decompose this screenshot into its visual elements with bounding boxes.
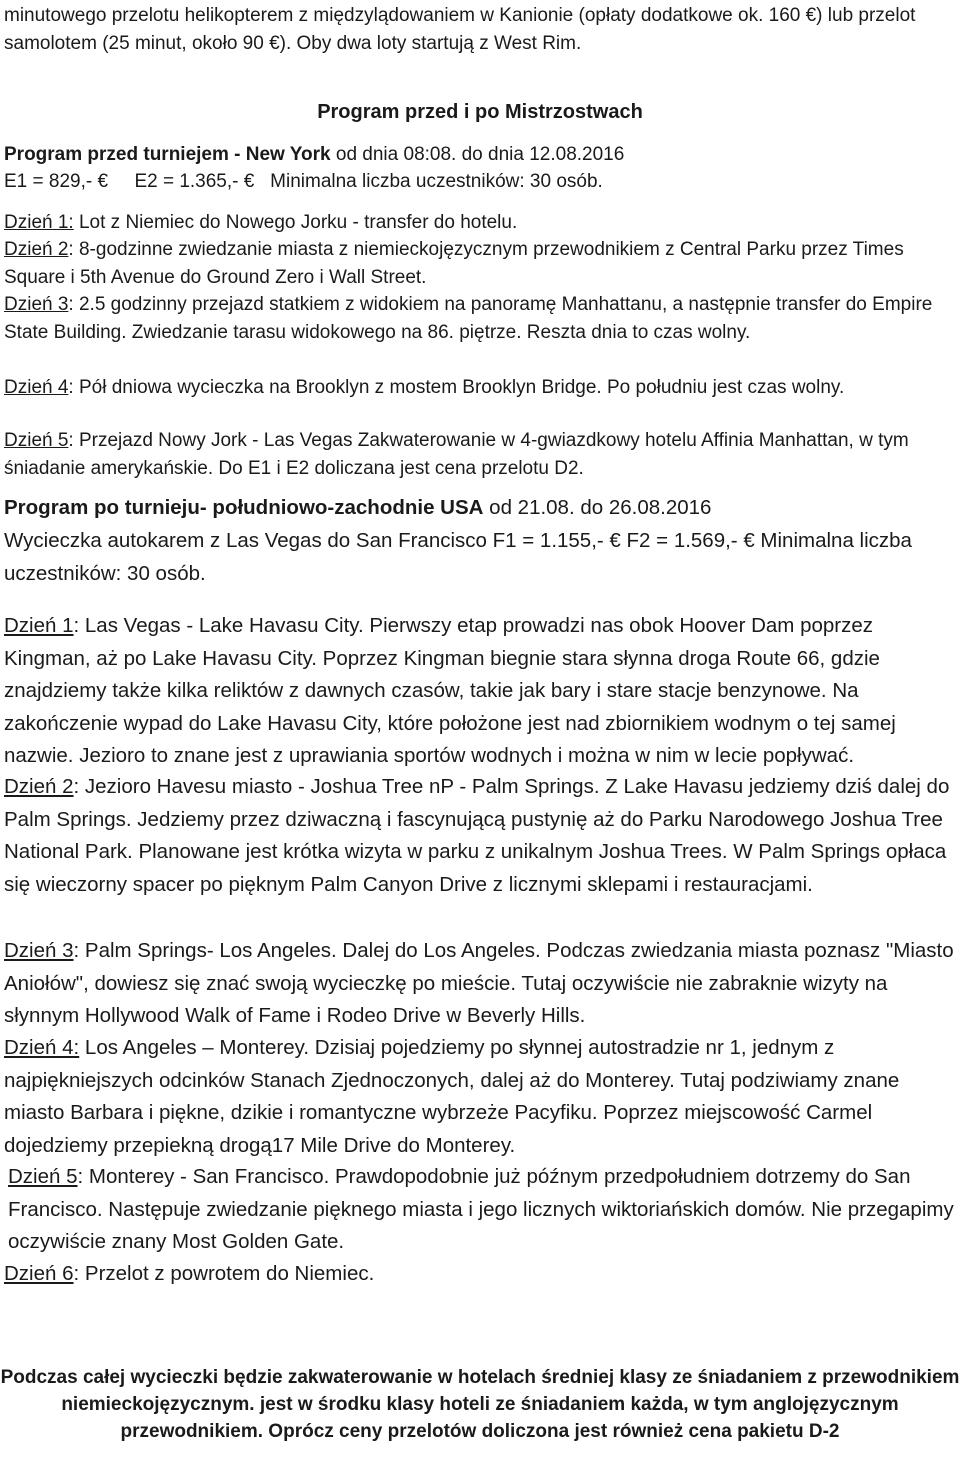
day-text: : 2.5 godzinny przejazd statkiem z widokiem na panoramę Manhattanu, a następnie transfer do Empire State Building. Zwiedzanie tarasu widokowego na 86. piętrze. Reszta dnia to czas wolny. <box>4 294 933 343</box>
post-day-2 <box>4 771 956 901</box>
day-label: Dzień 5 <box>8 1165 78 1188</box>
post-program-title <box>4 492 956 525</box>
pre-day-5 <box>4 427 956 483</box>
day-label: Dzień 3 <box>4 939 74 962</box>
day-label: Dzień 4: <box>4 1036 80 1059</box>
pre-program-title <box>4 141 956 169</box>
day-text: : Przejazd Nowy Jork - Las Vegas Zakwaterowanie w 4-gwiazdkowy hotelu Affinia Manhattan, w tym śniadanie amerykańskie. Do E1 i E2 doliczana jest cena przelotu D2. <box>4 430 909 479</box>
day-label: Dzień 1: <box>4 212 74 233</box>
post-day-4 <box>4 1032 956 1162</box>
day-text: Lot z Niemiec do Nowego Jorku - transfer do hotelu. <box>73 212 518 233</box>
pre-prices: E1 = 829,- € E2 = 1.365,- € Minimalna liczba uczestników: 30 osób. <box>4 171 603 192</box>
day-label: Dzień 2 <box>4 775 74 798</box>
pre-day-2 <box>4 236 956 292</box>
post-day-3 <box>4 935 956 1033</box>
day-label: Dzień 6 <box>4 1262 74 1285</box>
footer-note: Podczas całej wycieczki będzie zakwaterowanie w hotelach średniej klasy ze śniadaniem z przewodnikiem niemieckojęzycznym. jest w środku klasy hoteli ze śniadaniem każda, w tym anglojęzycznym przewodnikiem. Oprócz ceny przelotów doliczona jest również cena pakietu D-2 <box>0 1367 960 1442</box>
post-day-6 <box>4 1258 956 1291</box>
post-day-1 <box>4 610 956 773</box>
pre-day-3 <box>4 291 956 347</box>
day-text: : Pół dniowa wycieczka na Brooklyn z mostem Brooklyn Bridge. Po południu jest czas wolny. <box>68 377 845 398</box>
post-day-5 <box>4 1161 960 1259</box>
day-text: : Przelot z powrotem do Niemiec. <box>73 1262 375 1285</box>
post-title-dates: od 21.08. do 26.08.2016 <box>483 496 712 519</box>
post-prices: Wycieczka autokarem z Las Vegas do San Francisco F1 = 1.155,- € F2 = 1.569,- € Minimalna liczba uczestników: 30 osób. <box>4 529 912 585</box>
section-title: Program przed i po Mistrzostwach <box>317 101 643 123</box>
day-label: Dzień 5 <box>4 430 69 451</box>
day-text: : Palm Springs- Los Angeles. Dalej do Los Angeles. Podczas zwiedzania miasta poznasz "Miasto Aniołów", dowiesz się znać swoją wycieczkę po mieście. Tutaj oczywiście nie zabraknie wizyty na słynnym Hollywood Walk of Fame i Rodeo Drive w Beverly Hills. <box>4 939 954 1027</box>
day-text: : Monterey - San Francisco. Prawdopodobnie już późnym przedpołudniem dotrzemy do San Francisco. Następuje zwiedzanie pięknego miasta i jego licznych wiktoriańskich domów. Nie przegapimy oczywiście znany Most Golden Gate. <box>8 1165 954 1253</box>
intro-paragraph: minutowego przelotu helikopterem z międzylądowaniem w Kanionie (opłaty dodatkowe ok. 160 €) lub przelot samolotem (25 minut, około 90 €). Oby dwa loty startują z West Rim. <box>4 5 916 54</box>
pre-day-1 <box>4 209 956 237</box>
pre-title-dates: od dnia 08:08. do dnia 12.08.2016 <box>330 144 625 165</box>
pre-day-4 <box>4 374 956 402</box>
day-label: Dzień 4 <box>4 377 69 398</box>
day-label: Dzień 2 <box>4 239 69 260</box>
day-text: : Las Vegas - Lake Havasu City. Pierwszy etap prowadzi nas obok Hoover Dam poprzez Kingman, aż po Lake Havasu City. Poprzez Kingman biegnie stara słynna droga Route 66, gdzie znajdziemy także kilka reliktów z dawnych czasów, takie jak bary i stare stacje benzynowe. Na zakończenie wypad do Lake Havasu City, które położone jest nad zbiornikiem wodnym o tej samej nazwie. Jezioro to znane jest z uprawiania sportów wodnych i można w nim w lecie popływać. <box>4 614 896 767</box>
day-text: : Jezioro Havesu miasto - Joshua Tree nP - Palm Springs. Z Lake Havasu jedziemy dziś dalej do Palm Springs. Jedziemy przez dziwaczną i fascynującą pustynię aż do Parku Narodowego Joshua Tree National Park. Planowane jest krótka wizyta w parku z unikalnym Joshua Trees. W Palm Springs opłaca się wieczorny spacer po pięknym Palm Canyon Drive z licznymi sklepami i restauracjami. <box>4 775 950 896</box>
day-text: : 8-godzinne zwiedzanie miasta z niemieckojęzycznym przewodnikiem z Central Parku przez Times Square i 5th Avenue do Ground Zero i Wall Street. <box>4 239 904 288</box>
day-label: Dzień 3 <box>4 294 69 315</box>
pre-title-bold: Program przed turniejem - New York <box>4 144 331 165</box>
post-title-bold: Program po turnieju- południowo-zachodnie USA <box>4 496 484 519</box>
day-label: Dzień 1 <box>4 614 74 637</box>
day-text: Los Angeles – Monterey. Dzisiaj pojedziemy po słynnej autostradzie nr 1, jednym z najpiękniejszych odcinków Stanach Zjednoczonych, dalej aż do Monterey. Tutaj podziwiamy znane miasto Barbara i piękne, dzikie i romantyczne wybrzeże Pacyfiku. Poprzez miejscowość Carmel dojedziemy przepiekną drogą17 Mile Drive do Monterey. <box>4 1036 900 1157</box>
